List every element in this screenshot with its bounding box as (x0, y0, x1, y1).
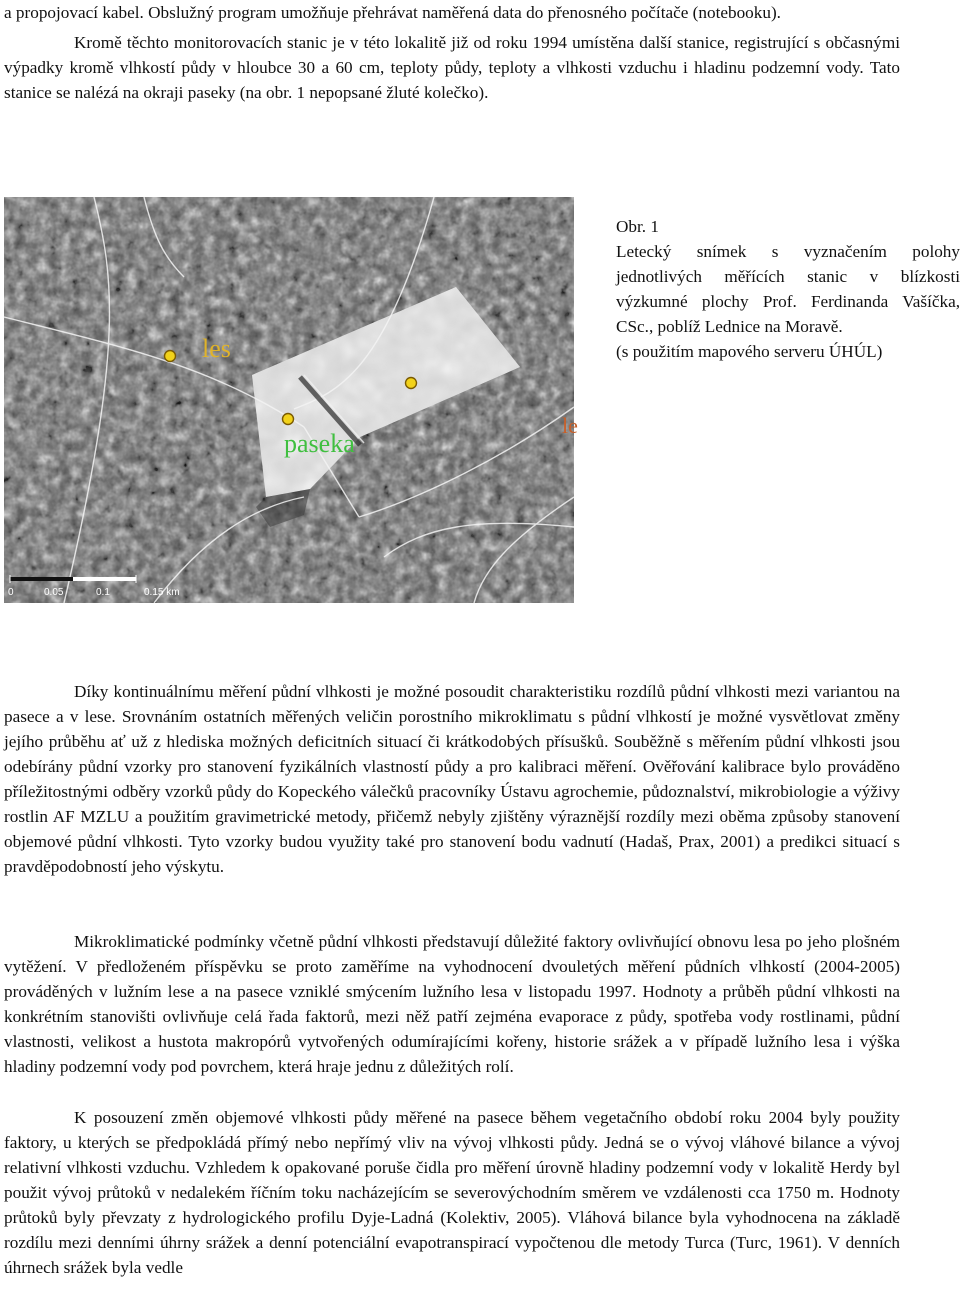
scale-label-005: 0.05 (44, 587, 64, 598)
paragraph-microclimate: Mikroklimatické podmínky včetně půdní vlhkosti představují důležité faktory ovlivňující obnovu lesa po jeho plošném vytěžení. V předloženém příspěvku se proto zaměříme na vyhodnocení dvouletých měření půdních vlhkostí (2004-2005) prováděných v lužním lese a na pasece vzniklé smýcením lužního lesa v listopadu 1997. Hodnoty a průběh půdní vlhkosti na konkrétním stanovišti ovlivňuje celá řada faktorů, mezi něž patří zejména evaporace z půdy, spotřeba vody rostlinami, půdní vlastnosti, velikost a hustota makropórů vytvořených odumírajícími kořeny, historie srážek a v případě lužního lesa i výška hladiny podzemní vody pod povrchem, která hraje jednu z důležitých rolí. (4, 932, 900, 1076)
aerial-photo (4, 197, 578, 603)
aerial-photo-svg (4, 197, 578, 603)
figure-caption-source: (s použitím mapového serveru ÚHÚL) (616, 342, 883, 361)
label-les: les (202, 334, 231, 363)
station-marker-paseka (283, 414, 294, 425)
label-paseka: paseka (284, 429, 355, 458)
label-cut-off: le (562, 413, 578, 438)
figure-caption (616, 214, 960, 364)
paragraph-intro-continuation: a propojovací kabel. Obslužný program umožňuje přehrávat naměřená data do přenosného počítače (notebooku). (4, 3, 781, 22)
figure-number: Obr. 1 (616, 217, 659, 236)
paragraph-soil-moisture-measurement: Díky kontinuálnímu měření půdní vlhkosti je možné posoudit charakteristiku rozdílů půdní vlhkosti mezi variantou na pasece a v lese. Srovnáním ostatních měřených veličin porostního mikroklimatu s půdní vlhkostí je možné vysvětlovat změny jejího průběhu ať už z hlediska možných deficitních situací či krátkodobých přísušků. Souběžně s měřením půdní vlhkosti jsou odebírány půdní vzorky pro stanovení fyzikálních vlastností půdy a pro kalibraci měření. Ověřování kalibrace bylo prováděno příležitostnými odběry vzorků půdy do Kopeckého válečků pracovníky Ústavu agrochemie, půdoznalství, mikrobiologie a výživy rostlin AF MZLU a použitím gravimetrické metody, přičemž nebyly zjištěny výraznější rozdíly mezi oběma způsoby stanovení objemové půdní vlhkosti. Tyto vzorky budou využity také pro stanovení bodu vadnutí (Hadaš, Prax, 2001) a predikci situací s pravděpodobností jeho výskytu. (4, 682, 900, 876)
paragraph-factors-assessment: K posouzení změn objemové vlhkosti půdy měřené na pasece během vegetačního období roku 2004 byly použity faktory, u kterých se předpokládá přímý nebo nepřímý vliv na vývoj vlhkosti půdy. Jedná se o vývoj vláhové bilance a vývoj relativní vlhkosti vzduchu. Vzhledem k opakované poruše čidla pro měření úrovně hladiny podzemní vody v lokalitě Herdy byl použit vývoj průtoků v nedalekém říčním toku nacházejícím se severovýchodním směrem ve vzdálenosti cca 1750 m. Hodnoty průtoků byly převzaty z hydrologického profilu Dyje-Ladná (Kolektiv, 2005). Vláhová bilance byla vyhodnocena na základě rozdílu mezi denními úhrny srážek a denní potenciální evapotranspirací vypočtenou dle metody Turca (Turc, 1961). V denních úhrnech srážek byla vedle (4, 1108, 900, 1277)
figure-caption-text: Letecký snímek s vyznačením polohy jednotlivých měřících stanic v blízkosti výzkumné plochy Prof. Ferdinanda Vašíčka, CSc., poblíž Lednice na Moravě. (616, 242, 960, 336)
scale-label-01: 0.1 (96, 587, 110, 598)
paragraph-monitoring-station: Kromě těchto monitorovacích stanic je v této lokalitě již od roku 1994 umístěna další stanice, registrující s občasnými výpadky kromě vlhkostí půdy v hloubce 30 a 60 cm, teploty půdy, teploty a vlhkosti vzduchu i hladinu podzemní vody. Tato stanice se nalézá na okraji paseky (na obr. 1 nepopsané žluté kolečko). (4, 33, 900, 102)
scale-label-0: 0 (8, 587, 14, 598)
station-marker-les (165, 351, 176, 362)
scale-label-015: 0.15 km (144, 587, 180, 598)
station-marker-unlabeled (406, 378, 417, 389)
